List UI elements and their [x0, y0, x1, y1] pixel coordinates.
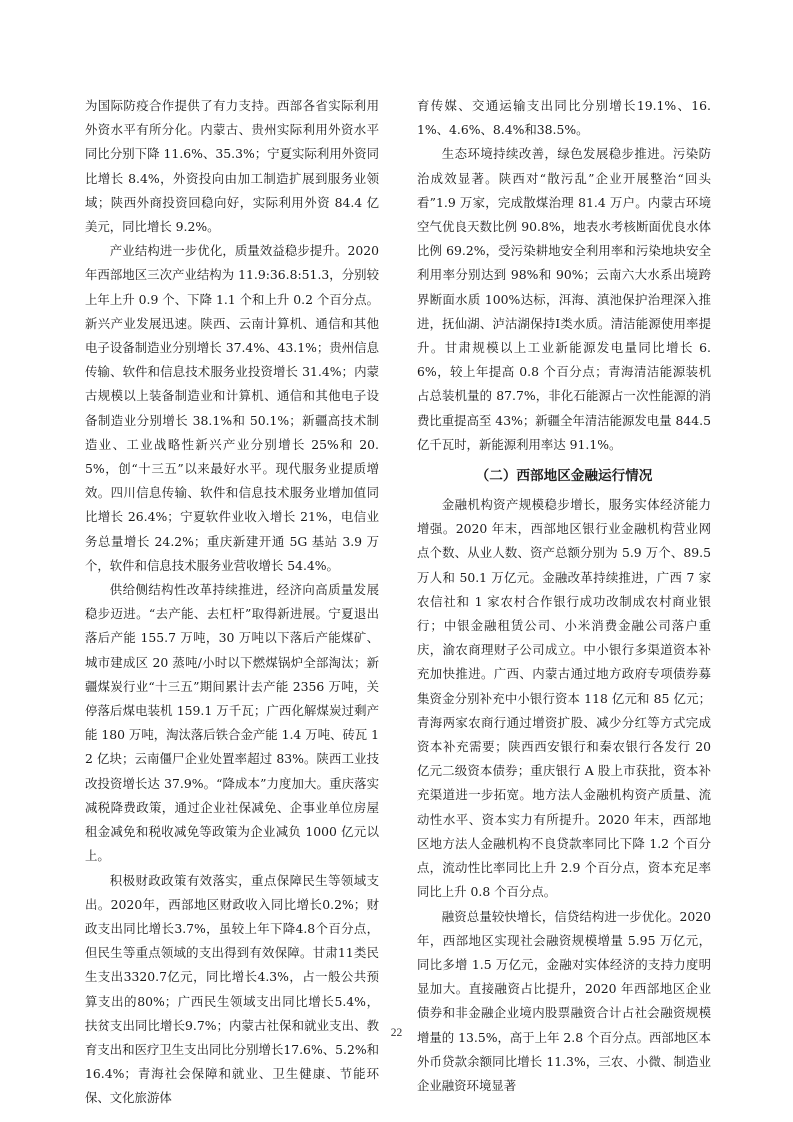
paragraph: 生态环境持续改善，绿色发展稳步推进。污染防治成效显著。陕西对“散污乱”企业开展整治“回头看”1.9 万家，完成散煤治理 81.4 万户。内蒙古环境空气优良天数比例 90.8%，地表水考核断面优良水体比例 69.2%，受污染耕地安全利用率和污染地块安全利用率分别达到 98%和 90%；云南六大水系出境跨界断面水质 100%达标，洱海、滇池保护治理深入推进，抚仙湖、泸沽湖保持Ⅰ类水质。清洁能源使用率提升。甘肃规模以上工业新能源发电量同比增长 6.6%，较上年提高 0.8 个百分点；青海清洁能源装机占总装机量的 87.7%，非化石能源占一次性能源的消费比重提高至 43%；新疆全年清洁能源发电量 844.5 亿千瓦时，新能源利用率达 91.1%。 [417, 146, 711, 452]
paragraph: 育传媒、交通运输支出同比分别增长19.1%、16.1%、4.6%、8.4%和38.5%。 [417, 98, 711, 138]
page-number: 22 [390, 1027, 403, 1039]
left-column [85, 94, 379, 1111]
paragraph: 为国际防疫合作提供了有力支持。西部各省实际利用外资水平有所分化。内蒙古、贵州实际利用外资水平同比分别下降 11.6%、35.3%；宁夏实际利用外资同比增长 8.4%，外资投向由加工制造扩展到服务业领域；陕西外商投资回稳向好，实际利用外资 84.4 亿美元，同比增长 9.2%。 [85, 98, 379, 235]
paragraph: 产业结构进一步优化，质量效益稳步提升。2020 年西部地区三次产业结构为 11.9:36.8:51.3，分别较上年上升 0.9 个、下降 1.1 个和上升 0.2 个百分点。新兴产业发展迅速。陕西、云南计算机、通信和其他电子设备制造业分别增长 37.4%、43.1%；贵州信息传输、软件和信息技术服务业投资增长 31.4%；内蒙古规模以上装备制造业和计算机、通信和其他电子设备制造业分别增长 38.1%和 50.1%；新疆高技术制造业、工业战略性新兴产业分别增长 25%和 20.5%，创“十三五”以来最好水平。现代服务业提质增效。四川信息传输、软件和信息技术服务业增加值同比增长 26.4%；宁夏软件业收入增长 21%，电信业务总量增长 24.2%；重庆新建开通 5G 基站 3.9 万个，软件和信息技术服务业营收增长 54.4%。 [85, 243, 379, 573]
right-column [417, 94, 711, 1098]
paragraph: 融资总量较快增长，信贷结构进一步优化。2020 年，西部地区实现社会融资规模增量 5.95 万亿元，同比多增 1.5 万亿元，金融对实体经济的支持力度明显加大。直接融资占比提升，2020 年西部地区企业债券和非金融企业境内股票融资合计占社会融资规模增量的 13.5%，高于上年 2.8 个百分点。西部地区本外币贷款余额同比增长 11.3%，三农、小微、制造业企业融资环境显著 [417, 908, 711, 1093]
paragraph: 积极财政政策有效落实，重点保障民生等领域支出。2020年，西部地区财政收入同比增长0.2%；财政支出同比增长3.7%，虽较上年下降4.8个百分点，但民生等重点领域的支出得到有效保障。甘肃11类民生支出3320.7亿元，同比增长4.3%，占一般公共预算支出的80%；广西民生领域支出同比增长5.4%，扶贫支出同比增长9.7%；内蒙古社保和就业支出、教育支出和医疗卫生支出同比分别增长17.6%、5.2%和16.4%；青海社会保障和就业、卫生健康、节能环保、文化旅游体 [85, 872, 379, 1106]
paragraph: 供给侧结构性改革持续推进，经济向高质量发展稳步迈进。“去产能、去杠杆”取得新进展。宁夏退出落后产能 155.7 万吨，30 万吨以下落后产能煤矿、城市建成区 20 蒸吨/小时以下燃煤锅炉全部淘汰；新疆煤炭行业“十三五”期间累计去产能 2356 万吨，关停落后煤电装机 159.1 万千瓦；广西化解煤炭过剩产能 180 万吨，淘汰落后铁合金产能 1.4 万吨、砖瓦 12 亿块；云南僵尸企业处置率超过 83%。陕西工业技改投资增长达 37.9%。“降成本”力度加大。重庆落实减税降费政策，通过企业社保减免、企事业单位房屋租金减免和税收减免等政策为企业减负 1000 亿元以上。 [85, 582, 379, 864]
paragraph: 金融机构资产规模稳步增长，服务实体经济能力增强。2020 年末，西部地区银行业金融机构营业网点个数、从业人数、资产总额分别为 5.9 万个、89.5 万人和 50.1 万亿元。金融改革持续推进，广西 7 家农信社和 1 家农村合作银行成功改制成农村商业银行；中银金融租赁公司、小米消费金融公司落户重庆，渝农商理财子公司成立。中小银行多渠道资本补充加快推进。广西、内蒙古通过地方政府专项债券募集资金分别补充中小银行资本 118 亿元和 85 亿元；青海两家农商行通过增资扩股、减少分红等方式完成资本补充需要；陕西西安银行和秦农银行各发行 20 亿元二级资本债券；重庆银行 A 股上市获批，资本补充渠道进一步拓宽。地方法人金融机构资产质量、流动性水平、资本实力有所提升。2020 年末，西部地区地方法人金融机构不良贷款率同比下降 1.2 个百分点，流动性比率同比上升 2.9 个百分点，资本充足率同比上升 0.8 个百分点。 [417, 497, 711, 900]
section-heading: （二）西部地区金融运行情况 [475, 468, 653, 485]
